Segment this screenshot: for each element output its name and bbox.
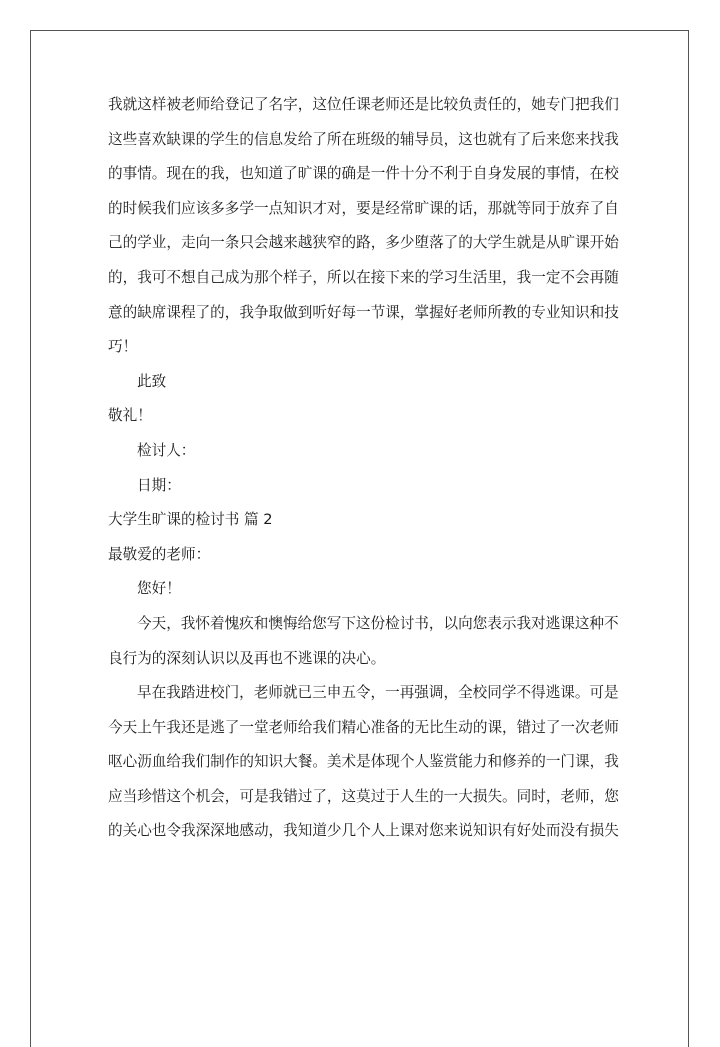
text-line: 呕心沥血给我们制作的知识大餐。美术是体现个人鉴赏能力和修养的一门课，我 [108,753,619,771]
text-line: 的时候我们应该多多学一点知识才对，要是经常旷课的话，那就等同于放弃了自 [108,199,619,217]
document-body [108,88,619,849]
text-line: 巧！ [108,338,138,356]
paragraph-2 [108,607,619,676]
signer-label: 检讨人： [137,441,196,459]
text-line: 应当珍惜这个机会，可是我错过了，这莫过于人生的一大损失。同时，老师，您 [108,787,619,805]
text-line: 今天上午我还是逃了一堂老师给我们精心准备的无比生动的课，错过了一次老师 [108,718,619,736]
text-line: 的，我可不想自己成为那个样子，所以在接下来的学习生活里，我一定不会再随 [108,268,619,286]
text-line: 意的缺席课程了的，我争取做到听好每一节课，掌握好老师所教的专业知识和技 [108,303,619,321]
greeting-recipient: 最敬爱的老师： [108,545,211,563]
paragraph-3 [108,676,619,849]
text-line: 的事情。现在的我，也知道了旷课的确是一件十分不利于自身发展的事情，在校 [108,165,619,183]
text-line: 我就这样被老师给登记了名字，这位任课老师还是比较负责任的，她专门把我们 [108,96,619,113]
text-line: 这些喜欢缺课的学生的信息发给了所在班级的辅导员，这也就有了后来您来找我 [108,130,619,148]
text-line: 的关心也令我深深地感动，我知道少几个人上课对您来说知识有好处而没有损失 [108,822,619,840]
text-line: 良行为的深刻认识以及再也不逃课的决心。 [108,649,386,667]
date-label: 日期： [137,476,181,494]
text-line: 今天，我怀着愧疚和懊悔给您写下这份检讨书，以向您表示我对逃课这种不 [137,614,619,632]
text-line: 己的学业，走向一条只会越来越狭窄的路，多少堕落了的大学生就是从旷课开始 [108,234,619,252]
section-title: 大学生旷课的检讨书 篇 2 [108,511,273,529]
closing-respect: 敬礼！ [108,407,152,425]
text-line: 早在我踏进校门，老师就已三申五令，一再强调，全校同学不得逃课。可是 [137,684,619,702]
paragraph-1 [108,88,619,365]
greeting-hello: 您好！ [137,580,181,598]
closing-salute: 此致 [137,372,167,390]
